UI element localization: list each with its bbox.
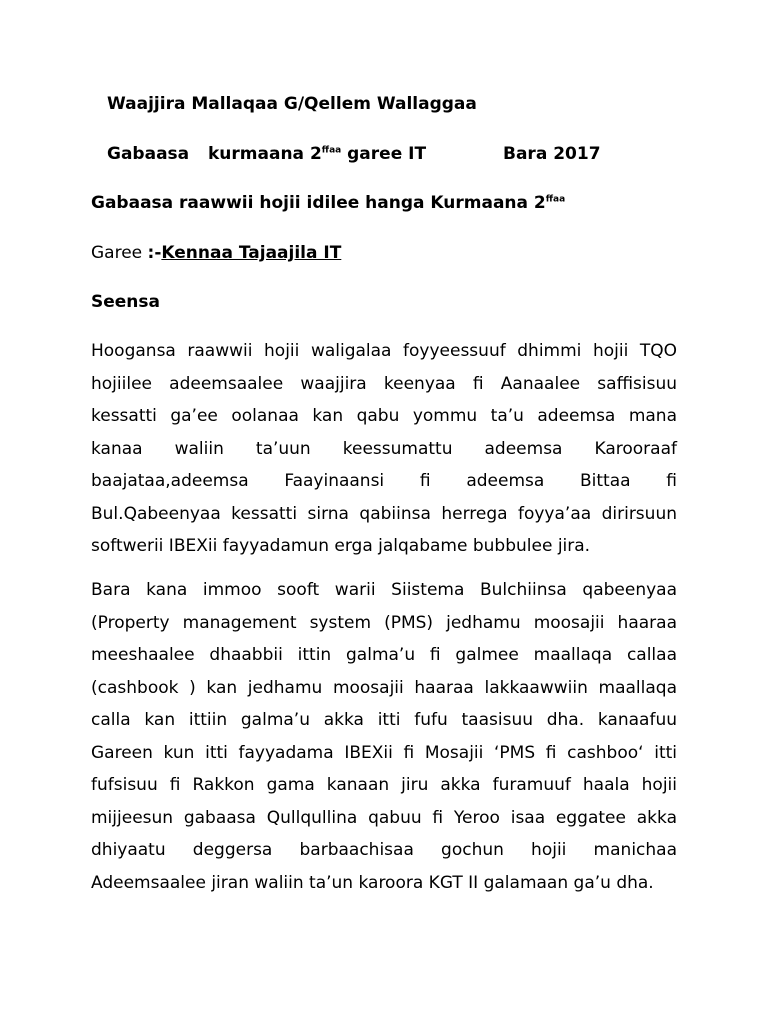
paragraph-line: Hoogansa raawwii hojii waligalaa foyyeessuuf dhimmi hojii TQO — [91, 341, 677, 361]
intro-paragraph-2 — [91, 574, 677, 899]
paragraph-line: Adeemsaalee jiran waliin ta’un karoora KGT II galamaan ga’u dha. — [91, 872, 654, 893]
report-year: Bara 2017 — [503, 144, 601, 164]
report-header-line — [107, 143, 189, 165]
paragraph-line: mijjeesun gabaasa Qullqullina qabuu fi Yeroo isaa eggatee akka — [91, 807, 677, 828]
subtitle-text: Gabaasa raawwii hojii idilee hanga Kurmaana 2 — [91, 193, 546, 213]
paragraph-line: Bara kana immoo sooft warii Siistema Bulchiinsa qabeenyaa — [91, 580, 677, 600]
intro-paragraph-1 — [91, 335, 677, 563]
paragraph-line: dhiyaatu deggersa barbaachisaa gochun hojii manichaa — [91, 840, 677, 860]
office-title: Waajjira Mallaqaa G/Qellem Wallaggaa — [107, 94, 477, 114]
team-label: garee IT — [347, 144, 427, 164]
team-line-label: Garee — [91, 243, 148, 263]
paragraph-line: softwerii IBEXii fayyadamun erga jalqabame bubbulee jira. — [91, 536, 591, 556]
paragraph-line: Bul.Qabeenyaa kessatti sirna qabiinsa herrega foyya’aa dirirsuun — [91, 503, 677, 524]
paragraph-line: kanaa waliin ta’uun keessumattu adeemsa Karooraaf — [91, 438, 677, 459]
paragraph-line: hojiilee adeemsaalee waajjira keenyaa fi Aanaalee saffisisuu — [91, 373, 677, 394]
paragraph-line: calla kan ittiin galma’u akka itti fufu taasisuu dha. kanaafuu — [91, 710, 677, 730]
paragraph-line: kessatti ga’ee oolanaa kan qabu yommu ta’u adeemsa mana — [91, 406, 677, 426]
paragraph-line: Gareen kun itti fayyadama IBEXii fi Mosajii ‘PMS fi cashboo‘ itti — [91, 742, 677, 763]
report-subtitle — [91, 192, 565, 214]
quarter-label — [208, 143, 426, 165]
paragraph-line: (cashbook ) kan jedhamu moosajii haaraa lakkaawwiin maallaqa — [91, 677, 677, 698]
subtitle-superscript: ffaa — [545, 194, 566, 205]
section-heading: Seensa — [91, 292, 160, 312]
quarter-prefix: kurmaana 2 — [208, 144, 322, 164]
quarter-superscript: ffaa — [321, 145, 342, 156]
paragraph-line: fufsisuu fi Rakkon gama kanaan jiru akka furamuuf haala hojii — [91, 775, 677, 795]
team-line-separator: :- — [147, 243, 162, 263]
paragraph-line: (Property management system (PMS) jedhamu moosajii haaraa — [91, 612, 677, 633]
team-line-value: Kennaa Tajaajila IT — [161, 243, 342, 263]
paragraph-line: meeshaalee dhaabbii ittin galma’u fi galmee maallaqa callaa — [91, 645, 677, 665]
team-line — [91, 242, 341, 264]
paragraph-line: baajataa,adeemsa Faayinaansi fi adeemsa Bittaa fi — [91, 471, 677, 491]
report-label: Gabaasa — [107, 144, 190, 164]
